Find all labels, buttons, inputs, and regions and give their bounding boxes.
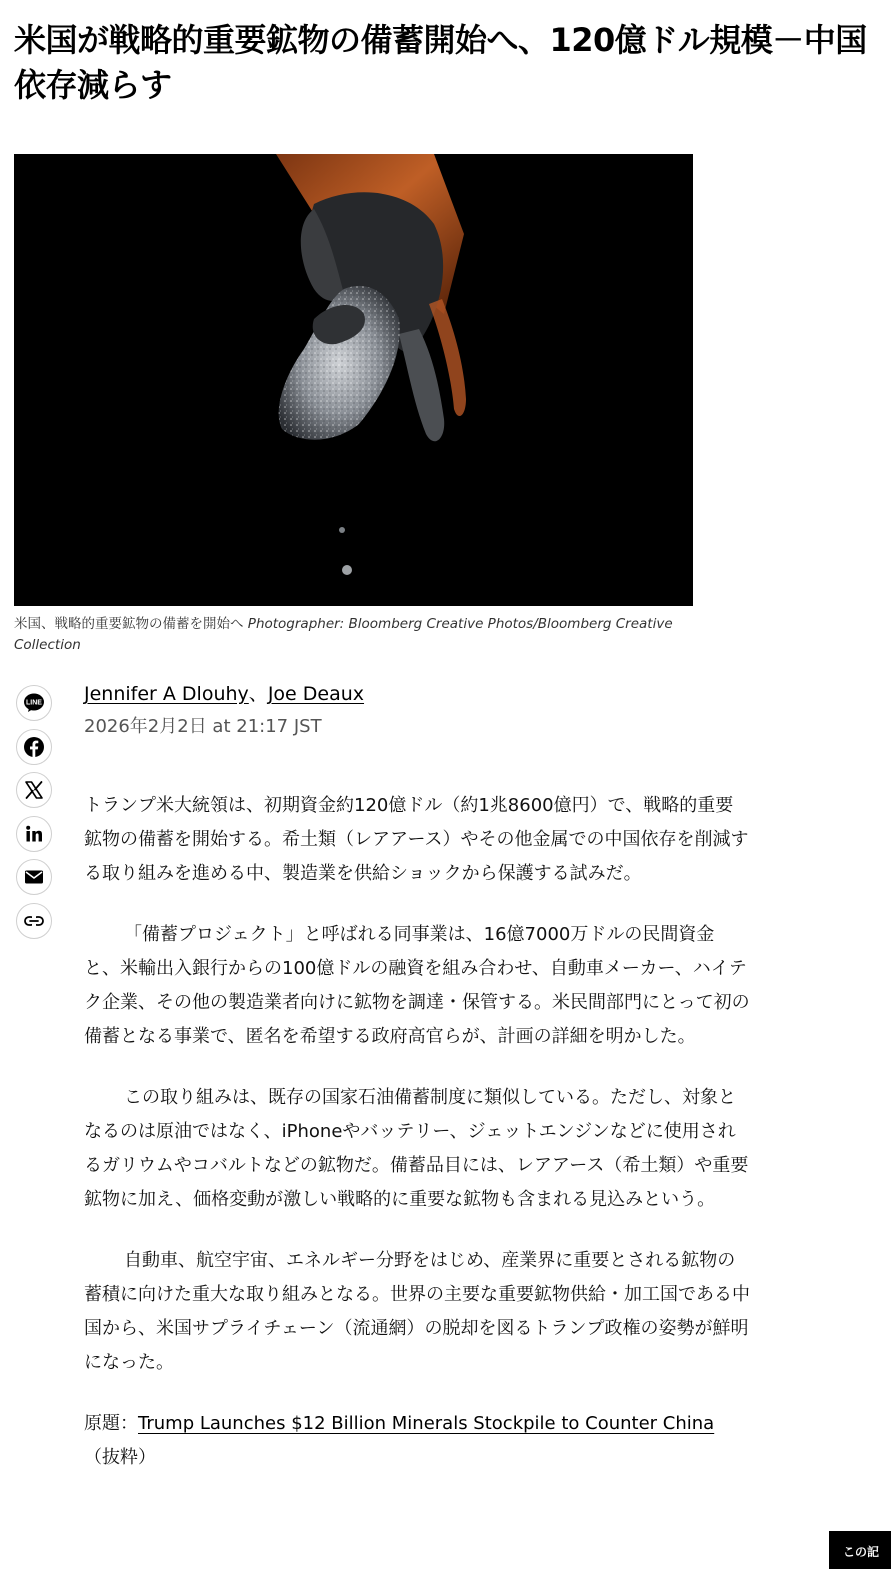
author-link[interactable]: Jennifer A Dlouhy — [84, 683, 249, 705]
article-paragraph: この取り組みは、既存の国家石油備蓄制度に類似している。ただし、対象となるのは原油ではなく、iPhoneやバッテリー、ジェットエンジンなどに使用されるガリウムやコバルトなどの鉱物だ。備蓄品目には、レアアース（希土類）や重要鉱物に加え、価格変動が激しい戦略的に重要な鉱物も含まれる見込みという。 — [84, 1087, 749, 1210]
share-line-button[interactable] — [16, 685, 52, 721]
article-body — [84, 789, 750, 1502]
share-email-button[interactable] — [16, 859, 52, 895]
share-facebook-button[interactable] — [16, 729, 52, 765]
copy-link-button[interactable] — [16, 903, 52, 939]
facebook-icon — [23, 736, 45, 758]
author-link[interactable]: Joe Deaux — [267, 683, 365, 705]
link-icon — [23, 910, 45, 932]
byline — [84, 681, 364, 707]
publish-date: 2026年2月2日 at 21:17 JST — [84, 716, 322, 737]
photo-credit: Photographer: Bloomberg Creative Photos/Bloomberg Creative Collection — [14, 616, 673, 653]
original-title-label: 原題： — [84, 1413, 138, 1434]
linkedin-icon — [24, 824, 44, 844]
share-bar — [16, 685, 56, 946]
image-caption — [14, 614, 684, 656]
email-icon — [23, 866, 45, 888]
x-icon — [24, 780, 44, 800]
article-paragraph: 自動車、航空宇宙、エネルギー分野をはじめ、産業界に重要とされる鉱物の蓄積に向けた重大な取り組みとなる。世界の主要な重要鉱物供給・加工国である中国から、米国サプライチェーン（流通網）の脱却を図るトランプ政権の姿勢が鮮明になった。 — [84, 1250, 750, 1373]
article-headline: 米国が戦略的重要鉱物の備蓄開始へ、120億ドル規模－中国依存減らす — [14, 21, 867, 104]
floating-tab-text: この記 — [843, 1545, 880, 1559]
photo-illustration — [14, 154, 693, 606]
original-title-link[interactable]: Trump Launches $12 Billion Minerals Stockpile to Counter China — [138, 1413, 715, 1434]
article-photo — [14, 154, 693, 606]
line-icon-label: LINE — [26, 699, 42, 707]
floating-article-tab[interactable] — [829, 1531, 891, 1569]
original-title-suffix: （抜粋） — [84, 1447, 156, 1468]
line-icon — [23, 692, 45, 714]
caption-text: 米国、戦略的重要鉱物の備蓄を開始へ — [14, 616, 244, 632]
author-separator: 、 — [248, 683, 268, 705]
share-x-button[interactable] — [16, 772, 52, 808]
article-paragraph: トランプ米大統領は、初期資金約120億ドル（約1兆8600億円）で、戦略的重要鉱物の備蓄を開始する。希土類（レアアース）やその他金属での中国依存を削減する取り組みを進める中、製造業を供給ショックから保護する試みだ。 — [84, 795, 749, 884]
share-linkedin-button[interactable] — [16, 816, 52, 852]
original-title — [84, 1407, 750, 1475]
article-paragraph: 「備蓄プロジェクト」と呼ばれる同事業は、16億7000万ドルの民間資金と、米輸出入銀行からの100億ドルの融資を組み合わせ、自動車メーカー、ハイテク企業、その他の製造業者向けに鉱物を調達・保管する。米民間部門にとって初の備蓄となる事業で、匿名を希望する政府高官らが、計画の詳細を明かした。 — [84, 924, 750, 1047]
